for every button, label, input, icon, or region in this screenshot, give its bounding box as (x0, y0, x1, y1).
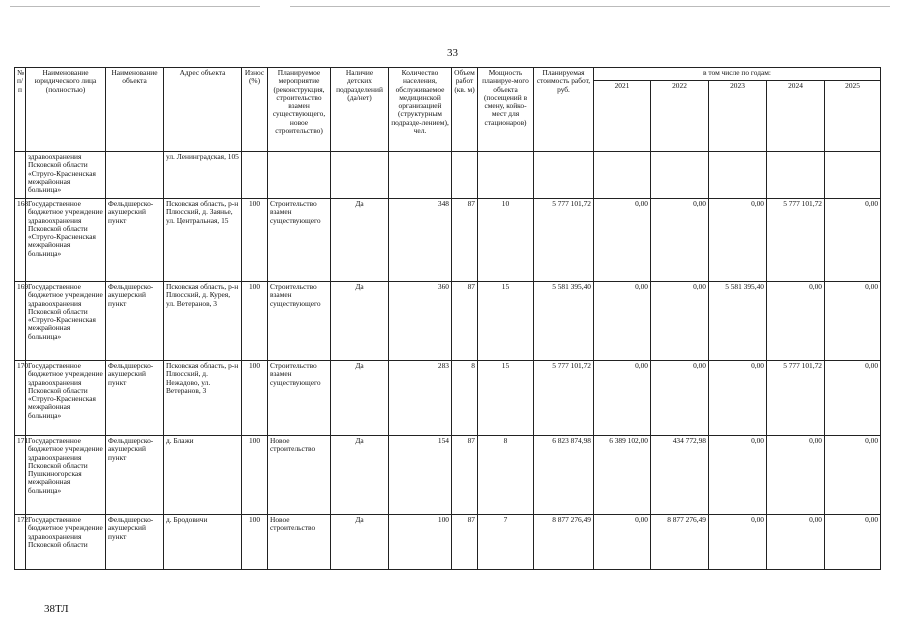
cell-wear: 100 (242, 282, 268, 361)
cell-cost: 5 777 101,72 (534, 199, 594, 282)
cell-y2025 (825, 152, 881, 199)
cell-y2024: 0,00 (767, 282, 825, 361)
cell-y2022: 0,00 (651, 361, 709, 436)
cell-population (389, 152, 452, 199)
cell-y2021: 6 389 102,00 (594, 436, 651, 515)
cell-activity: Строительство взамен существующего (268, 199, 331, 282)
page-number: 33 (447, 47, 458, 59)
cell-y2021: 0,00 (594, 361, 651, 436)
col-year-header: 2025 (825, 81, 881, 152)
cell-object: Фельдшерско-акушерский пункт (106, 361, 164, 436)
cell-volume: 8 (452, 361, 478, 436)
cell-name: Государственное бюджетное учреждение здравоохранения Псковской области «Струго-Красненская межрайонная больница» (26, 282, 106, 361)
cell-address: д. Блажи (164, 436, 242, 515)
col-year-header: 2022 (651, 81, 709, 152)
header-row (15, 68, 881, 81)
col-capacity-header: Мощность планируе-мого объекта (посещений в смену, койко-мест для стационаров) (478, 68, 534, 152)
cell-children: Да (331, 515, 389, 570)
col-address-header: Адрес объекта (164, 68, 242, 152)
cell-y2023: 0,00 (709, 361, 767, 436)
cell-y2022 (651, 152, 709, 199)
cell-y2023: 0,00 (709, 199, 767, 282)
col-wear-header: Износ (%) (242, 68, 268, 152)
col-cost-header: Планируемая стоимость работ, руб. (534, 68, 594, 152)
scan-artifact-line (290, 6, 890, 7)
cell-name: Государственное бюджетное учреждение здравоохранения Псковской области «Струго-Красненская межрайонная больница» (26, 199, 106, 282)
col-num-header: № п/п (15, 68, 26, 152)
cell-y2024: 5 777 101,72 (767, 199, 825, 282)
cell-object: Фельдшерско-акушерский пункт (106, 199, 164, 282)
cell-capacity: 15 (478, 361, 534, 436)
cell-address: Псковская область, р-н Плюсский, д. Нежадово, ул. Ветеранов, 3 (164, 361, 242, 436)
cell-wear: 100 (242, 436, 268, 515)
cell-address: ул. Ленинградская, 105 (164, 152, 242, 199)
cell-children (331, 152, 389, 199)
document-code: 38ТЛ (44, 603, 69, 615)
cell-y2025: 0,00 (825, 436, 881, 515)
cell-population: 100 (389, 515, 452, 570)
cell-name: Государственное бюджетное учреждение здравоохранения Псковской области Пушкиногорская межрайонная больница» (26, 436, 106, 515)
cell-children: Да (331, 436, 389, 515)
cell-volume: 87 (452, 436, 478, 515)
cell-cost: 6 823 874,98 (534, 436, 594, 515)
cell-object: Фельдшерско-акушерский пункт (106, 436, 164, 515)
col-year-header: 2023 (709, 81, 767, 152)
table-row (15, 199, 881, 282)
col-activity-header: Планируемое мероприятие (реконструкция, строительство взамен существующего, новое строительство) (268, 68, 331, 152)
cell-cost: 8 877 276,49 (534, 515, 594, 570)
table-row (15, 361, 881, 436)
cell-y2024: 0,00 (767, 436, 825, 515)
cell-children: Да (331, 361, 389, 436)
cell-activity: Строительство взамен существующего (268, 361, 331, 436)
cell-num: 168 (15, 199, 26, 282)
cell-y2025: 0,00 (825, 515, 881, 570)
cell-volume (452, 152, 478, 199)
cell-y2024 (767, 152, 825, 199)
cell-object: Фельдшерско-акушерский пункт (106, 282, 164, 361)
facilities-table (14, 67, 881, 570)
cell-y2023: 0,00 (709, 436, 767, 515)
col-object-header: Наименование объекта (106, 68, 164, 152)
cell-object (106, 152, 164, 199)
cell-address: Псковская область, р-н Плюсский, д. Курея, ул. Ветеранов, 3 (164, 282, 242, 361)
cell-wear: 100 (242, 515, 268, 570)
scan-artifact-line (10, 6, 260, 7)
cell-wear: 100 (242, 199, 268, 282)
col-volume-header: Объем работ (кв. м) (452, 68, 478, 152)
cell-volume: 87 (452, 282, 478, 361)
cell-num: 171 (15, 436, 26, 515)
cell-num: 172 (15, 515, 26, 570)
cell-population: 348 (389, 199, 452, 282)
cell-name: Государственное бюджетное учреждение здравоохранения Псковской области «Струго-Красненская межрайонная больница» (26, 361, 106, 436)
cell-y2025: 0,00 (825, 282, 881, 361)
cell-population: 360 (389, 282, 452, 361)
cell-num (15, 152, 26, 199)
cell-y2021: 0,00 (594, 199, 651, 282)
cell-volume: 87 (452, 199, 478, 282)
cell-y2024: 5 777 101,72 (767, 361, 825, 436)
cell-y2023 (709, 152, 767, 199)
cell-cost: 5 777 101,72 (534, 361, 594, 436)
col-name-header: Наименование юридического лица (полностью) (26, 68, 106, 152)
cell-cost (534, 152, 594, 199)
cell-object: Фельдшерско-акушерский пункт (106, 515, 164, 570)
cell-y2021: 0,00 (594, 282, 651, 361)
table-row (15, 515, 881, 570)
cell-y2025: 0,00 (825, 361, 881, 436)
cell-wear (242, 152, 268, 199)
col-children-header: Наличие детских подразделений (да/нет) (331, 68, 389, 152)
cell-children: Да (331, 199, 389, 282)
cell-activity: Новое строительство (268, 515, 331, 570)
cell-address: д. Бродовичи (164, 515, 242, 570)
cell-activity: Строительство взамен существующего (268, 282, 331, 361)
cell-wear: 100 (242, 361, 268, 436)
cell-capacity: 8 (478, 436, 534, 515)
cell-name: здравоохранения Псковской области «Струго-Красненская межрайонная больница» (26, 152, 106, 199)
cell-capacity (478, 152, 534, 199)
cell-y2022: 8 877 276,49 (651, 515, 709, 570)
cell-y2024: 0,00 (767, 515, 825, 570)
cell-activity (268, 152, 331, 199)
cell-y2022: 0,00 (651, 199, 709, 282)
cell-address: Псковская область, р-н Плюсский, д. Заянье, ул. Центральная, 15 (164, 199, 242, 282)
cell-population: 154 (389, 436, 452, 515)
cell-cost: 5 581 395,40 (534, 282, 594, 361)
table-row (15, 436, 881, 515)
col-population-header: Количество населения, обслуживаемое медицинской организацией (структурным подразде-лением), чел. (389, 68, 452, 152)
cell-num: 170 (15, 361, 26, 436)
years-group-header: в том числе по годам: (594, 68, 881, 81)
table-row (15, 152, 881, 199)
cell-y2023: 5 581 395,40 (709, 282, 767, 361)
cell-name: Государственное бюджетное учреждение здравоохранения Псковской области (26, 515, 106, 570)
cell-capacity: 10 (478, 199, 534, 282)
cell-y2022: 434 772,98 (651, 436, 709, 515)
cell-children: Да (331, 282, 389, 361)
cell-activity: Новое строительство (268, 436, 331, 515)
col-year-header: 2024 (767, 81, 825, 152)
cell-y2025: 0,00 (825, 199, 881, 282)
cell-y2021: 0,00 (594, 515, 651, 570)
cell-population: 283 (389, 361, 452, 436)
cell-capacity: 7 (478, 515, 534, 570)
cell-y2022: 0,00 (651, 282, 709, 361)
cell-num: 169 (15, 282, 26, 361)
cell-y2021 (594, 152, 651, 199)
cell-capacity: 15 (478, 282, 534, 361)
cell-volume: 87 (452, 515, 478, 570)
cell-y2023: 0,00 (709, 515, 767, 570)
col-year-header: 2021 (594, 81, 651, 152)
table-row (15, 282, 881, 361)
